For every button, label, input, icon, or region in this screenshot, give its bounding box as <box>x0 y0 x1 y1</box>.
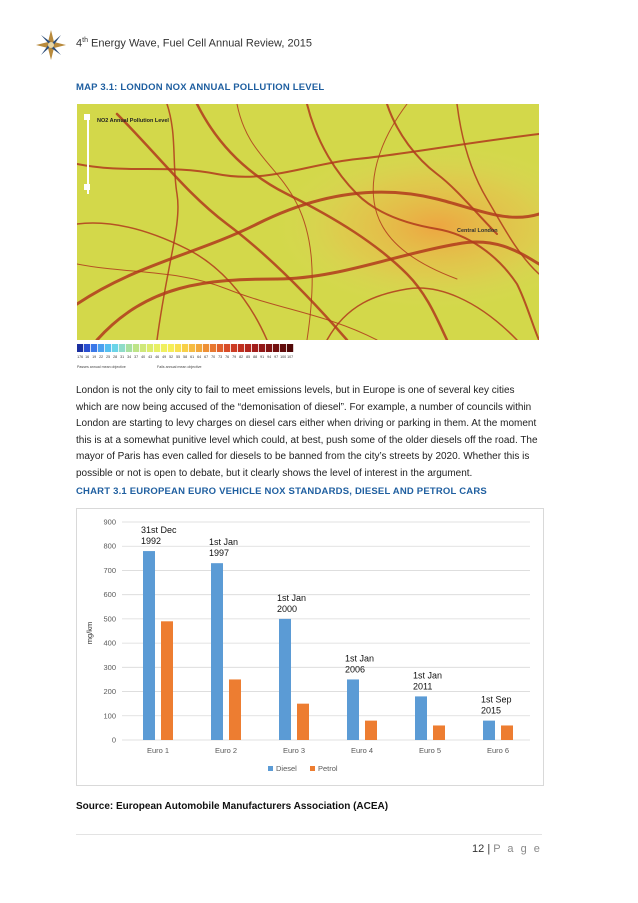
legend-swatch <box>287 344 293 352</box>
legend-swatch <box>182 344 188 352</box>
legend-value: 40 <box>141 355 146 359</box>
legend-swatch <box>273 344 279 352</box>
legend-swatch <box>175 344 181 352</box>
legend-entry: Petrol <box>318 764 338 773</box>
page-word: P a g e <box>493 843 542 855</box>
legend-swatch <box>203 344 209 352</box>
date-annotation: 2000 <box>277 603 298 614</box>
legend-swatch <box>126 344 132 352</box>
legend-swatch <box>147 344 153 352</box>
legend-swatch <box>98 344 104 352</box>
legend-value: 28 <box>113 355 118 359</box>
y-tick-label: 0 <box>111 735 116 745</box>
x-tick-label: Euro 5 <box>418 746 442 755</box>
x-tick-label: Euro 6 <box>486 746 510 755</box>
chart-heading: CHART 3.1 EUROPEAN EURO VEHICLE NOX STANDARDS, DIESEL AND PETROL CARS <box>76 486 487 497</box>
legend-value: 91 <box>260 355 265 359</box>
legend-swatch <box>77 344 83 352</box>
y-axis-label: mg/km <box>85 621 94 645</box>
legend-pass-note: Passes annual mean objective <box>77 365 126 369</box>
x-tick-label: Euro 1 <box>146 746 170 755</box>
legend-value: 88 <box>253 355 258 359</box>
y-tick-label: 200 <box>103 687 116 697</box>
date-annotation: 2006 <box>345 664 366 675</box>
legend-value: 55 <box>176 355 181 359</box>
y-tick-label: 800 <box>103 541 116 551</box>
legend-value: 67 <box>204 355 209 359</box>
legend-swatch <box>133 344 139 352</box>
legend-value: 107 <box>287 355 294 359</box>
header-number: 4 <box>76 37 83 50</box>
legend-swatch <box>105 344 111 352</box>
legend-swatch <box>91 344 97 352</box>
date-annotation: 1st Jan <box>277 592 307 603</box>
legend-value: 97 <box>274 355 279 359</box>
map-legend-label: NO2 Annual Pollution Level <box>97 118 169 124</box>
legend-swatch <box>280 344 286 352</box>
legend-entry: Diesel <box>276 764 297 773</box>
y-tick-label: 500 <box>103 614 116 624</box>
legend-value: 37 <box>134 355 139 359</box>
legend-value: 73 <box>218 355 223 359</box>
bar-petrol <box>433 725 445 740</box>
legend-value: 34 <box>127 355 132 359</box>
legend-value: 61 <box>190 355 195 359</box>
legend-value: 19 <box>92 355 97 359</box>
page-footer <box>472 843 542 855</box>
footer-separator: | <box>487 843 491 855</box>
legend-value: 31 <box>120 355 125 359</box>
legend-swatch <box>252 344 258 352</box>
nox-standards-chart <box>76 508 544 786</box>
legend-swatch <box>224 344 230 352</box>
legend-value: 76 <box>225 355 230 359</box>
bar-diesel <box>347 679 359 740</box>
header-superscript: th <box>82 37 88 44</box>
legend-value: 100 <box>280 355 287 359</box>
y-tick-label: 100 <box>103 711 116 721</box>
legend-swatch <box>266 344 272 352</box>
date-annotation: 1st Jan <box>413 670 443 681</box>
source-note: Source: European Automobile Manufacturers Association (ACEA) <box>76 801 389 812</box>
legend-value: 79 <box>232 355 237 359</box>
bar-diesel <box>279 619 291 740</box>
bar-diesel <box>483 721 495 740</box>
legend-swatch <box>168 344 174 352</box>
legend-value: 70 <box>211 355 216 359</box>
footer-divider <box>76 834 542 835</box>
page-header <box>76 37 312 50</box>
date-annotation: 2015 <box>481 705 502 716</box>
bar-petrol <box>365 721 377 740</box>
legend-swatch <box>217 344 223 352</box>
bar-diesel <box>415 696 427 740</box>
legend-swatch <box>140 344 146 352</box>
x-tick-label: Euro 3 <box>282 746 306 755</box>
legend-value: 94 <box>267 355 272 359</box>
legend-value: 58 <box>183 355 188 359</box>
legend-swatch <box>161 344 167 352</box>
legend-value: 22 <box>99 355 104 359</box>
legend-value: 52 <box>169 355 174 359</box>
pollution-map <box>77 104 539 340</box>
legend-value: 85 <box>246 355 251 359</box>
y-tick-label: 300 <box>103 662 116 672</box>
legend-swatch <box>238 344 244 352</box>
date-annotation: 2011 <box>413 681 433 692</box>
y-tick-label: 400 <box>103 638 116 648</box>
bar-diesel <box>143 551 155 740</box>
bar-diesel <box>211 563 223 740</box>
body-paragraph: London is not the only city to fail to meet emissions levels, but in Europe is one of several key cities which are now being accused of the “demonisation of diesel”. For example, a number of councils within London are starting to levy charges on diesel cars either when driving or parking in them. At the moment this is at a somewhat punitive level which could, at best, push some of the older diesels off the road. The mayor of Paris has even called for diesels to be banned from the city’s streets by 2020. Whether this is possible or not is open to debate, but it clearly shows the level of interest in the argument. <box>76 385 538 479</box>
date-annotation: 1st Sep <box>481 694 512 705</box>
legend-swatch-diesel <box>268 766 273 771</box>
date-annotation: 1st Jan <box>209 537 239 548</box>
x-tick-label: Euro 2 <box>214 746 238 755</box>
legend-value: 46 <box>155 355 160 359</box>
legend-value: 82 <box>239 355 244 359</box>
legend-value: 16 <box>85 355 90 359</box>
date-annotation: 1st Jan <box>345 653 375 664</box>
legend-swatch <box>231 344 237 352</box>
compass-logo-icon <box>36 30 66 60</box>
pollution-color-scale <box>77 344 517 370</box>
date-annotation: 1992 <box>141 536 162 547</box>
legend-value: 25 <box>106 355 111 359</box>
legend-swatch <box>112 344 118 352</box>
legend-value: 176 <box>77 355 84 359</box>
legend-swatch <box>196 344 202 352</box>
y-tick-label: 600 <box>103 590 116 600</box>
legend-swatch <box>210 344 216 352</box>
legend-swatch <box>189 344 195 352</box>
legend-value: 43 <box>148 355 153 359</box>
y-tick-label: 700 <box>103 565 116 575</box>
header-title: Energy Wave, Fuel Cell Annual Review, 2015 <box>91 37 312 50</box>
bar-petrol <box>501 725 513 740</box>
legend-value: 64 <box>197 355 202 359</box>
x-tick-label: Euro 4 <box>350 746 374 755</box>
date-annotation: 1997 <box>209 548 230 559</box>
legend-swatch-petrol <box>310 766 315 771</box>
y-tick-label: 900 <box>103 517 116 527</box>
central-london-label: Central London <box>457 228 498 234</box>
legend-value: 49 <box>162 355 167 359</box>
bar-petrol <box>161 621 173 740</box>
bar-petrol <box>229 679 241 740</box>
legend-swatch <box>84 344 90 352</box>
legend-swatch <box>245 344 251 352</box>
legend-swatch <box>259 344 265 352</box>
legend-swatch <box>154 344 160 352</box>
legend-fail-note: Fails annual mean objective <box>157 365 202 369</box>
page-number: 12 <box>472 843 485 855</box>
map-heading: MAP 3.1: LONDON NOX ANNUAL POLLUTION LEVEL <box>76 82 325 93</box>
bar-petrol <box>297 704 309 740</box>
date-annotation: 31st Dec <box>141 525 177 536</box>
legend-swatch <box>119 344 125 352</box>
